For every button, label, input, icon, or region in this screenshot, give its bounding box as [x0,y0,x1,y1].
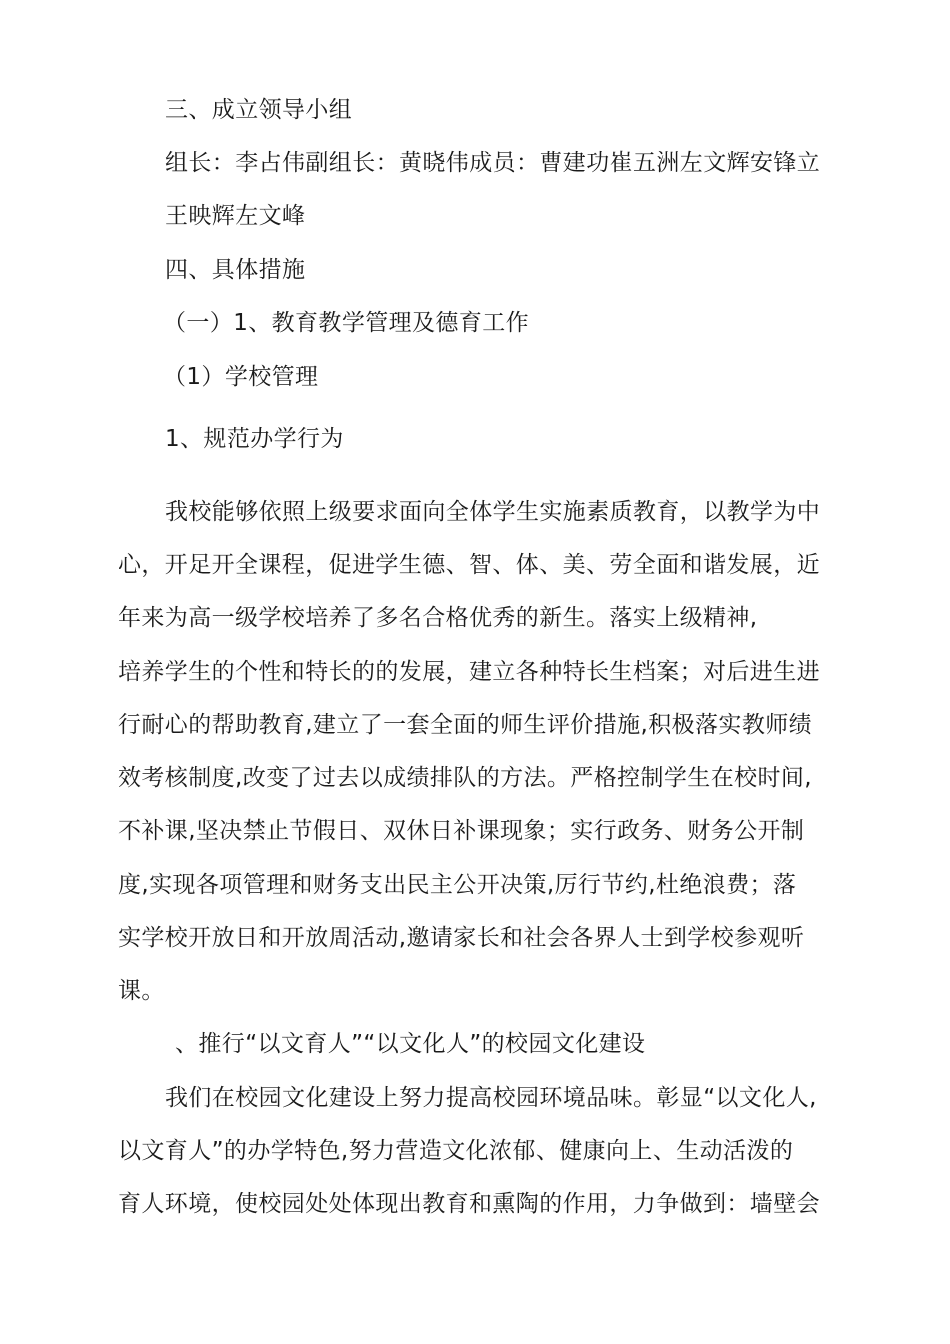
paragraph-1-line-8: 度,实现各项管理和财务支出民主公开决策,厉行节约,杜绝浪费；落 [118,872,797,898]
item-heading-standardize-conduct: 1、规范办学行为 [165,426,344,452]
subsection-heading-teaching-management: （一）1、教育教学管理及德育工作 [163,310,530,336]
paragraph-1-line-2: 心，开足开全课程，促进学生德、智、体、美、劳全面和谐发展，近 [118,552,820,578]
paragraph-2-line-2: 以文育人”的办学特色,努力营造文化浓郁、健康向上、生动活泼的 [118,1138,794,1164]
subsection-heading-school-management: （1）学校管理 [163,364,319,390]
paragraph-1-line-4: 培养学生的个性和特长的的发展，建立各种特长生档案；对后进生进 [118,659,820,685]
item-heading-campus-culture: 、推行“以文育人”“以文化人”的校园文化建设 [175,1031,646,1057]
section-heading-specific-measures: 四、具体措施 [165,257,306,283]
paragraph-1-line-10: 课。 [118,978,165,1004]
paragraph-1-line-9: 实学校开放日和开放周活动,邀请家长和社会各界人士到学校参观听 [118,925,805,951]
section-heading-leadership-group: 三、成立领导小组 [165,97,353,123]
leadership-members-line-1: 组长：李占伟副组长：黄晓伟成员：曹建功崔五洲左文辉安锋立 [165,150,821,176]
paragraph-2-line-1: 我们在校园文化建设上努力提高校园环境品味。彰显“以文化人, [165,1085,817,1111]
paragraph-1-line-7: 不补课,坚决禁止节假日、双休日补课现象；实行政务、财务公开制 [118,818,805,844]
paragraph-1-line-1: 我校能够依照上级要求面向全体学生实施素质教育，以教学为中 [165,499,821,525]
paragraph-1-line-3: 年来为高一级学校培养了多名合格优秀的新生。落实上级精神, [118,605,758,631]
paragraph-1-line-6: 效考核制度,改变了过去以成绩排队的方法。严格控制学生在校时间, [118,765,813,791]
paragraph-1-line-5: 行耐心的帮助教育,建立了一套全面的师生评价措施,积极落实教师绩 [118,712,813,738]
paragraph-2-line-3: 育人环境，使校园处处体现出教育和熏陶的作用，力争做到：墙壁会 [118,1191,820,1217]
leadership-members-line-2: 王映辉左文峰 [165,203,306,229]
